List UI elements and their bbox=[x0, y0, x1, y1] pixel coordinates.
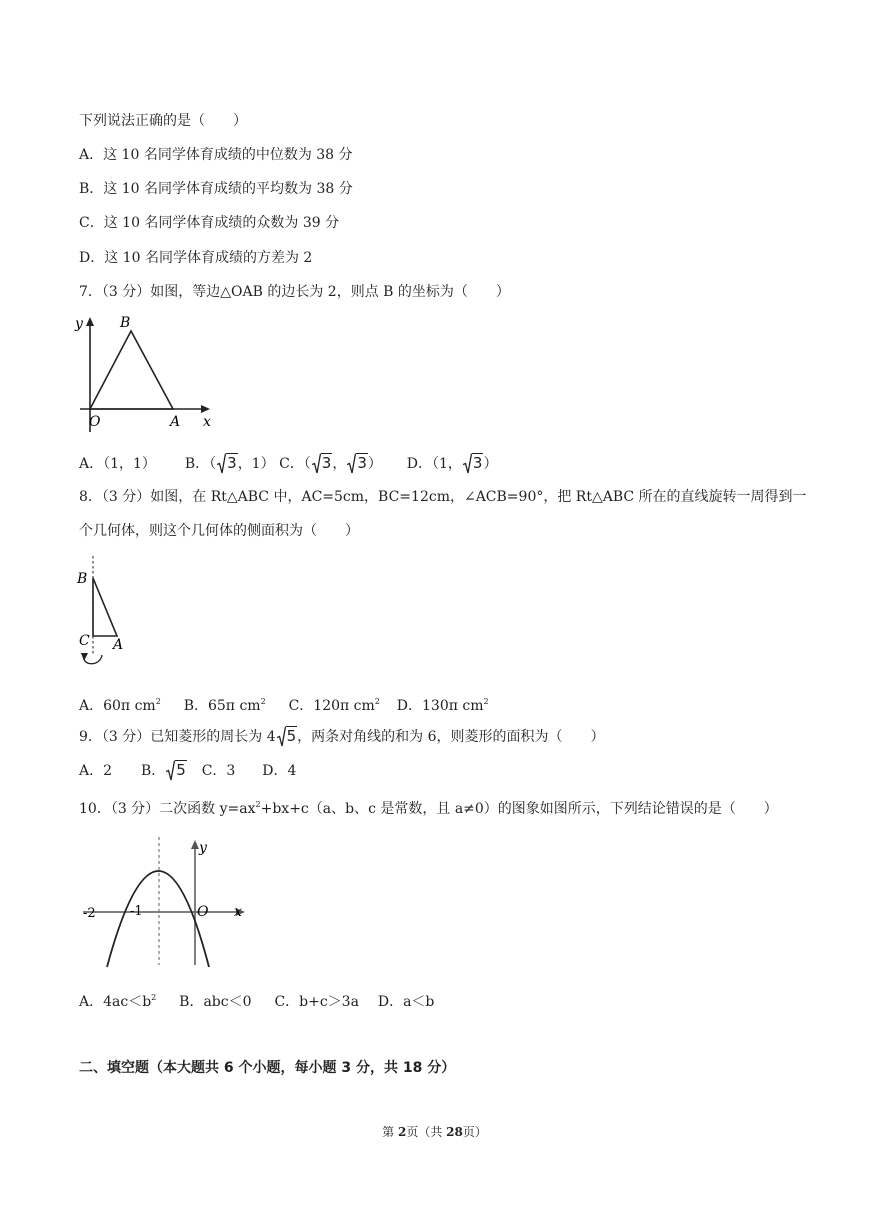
q7-stem: 7．（3 分）如图，等边△OAB 的边长为 2，则点 B 的坐标为（ ） bbox=[79, 284, 510, 300]
q9-option-c: C．3 bbox=[201, 763, 236, 779]
q10-stem-exponent: 2 bbox=[255, 800, 261, 809]
q8-option-d bbox=[397, 692, 489, 716]
q9-stem-radicand: 5 bbox=[286, 727, 297, 745]
q7-label-b: B bbox=[120, 315, 131, 331]
q9-option-b bbox=[141, 760, 187, 781]
q9-option-b-prefix: B． bbox=[140, 763, 166, 779]
q7-option-b-prefix: B．（ bbox=[184, 456, 217, 472]
footer-middle: 页（共 bbox=[406, 1125, 447, 1139]
sqrt-symbol bbox=[312, 453, 333, 474]
sqrt-symbol bbox=[463, 453, 484, 474]
q10-option-d: D．a＜b bbox=[377, 994, 435, 1010]
q7-option-c-radicand-1: 3 bbox=[321, 454, 332, 472]
q9-stem-prefix: 9．（3 分）已知菱形的周长为 4 bbox=[79, 729, 276, 745]
q6-option-a: A．这 10 名同学体育成绩的中位数为 38 分 bbox=[79, 147, 353, 163]
q8-option-b-exponent: 2 bbox=[260, 697, 266, 706]
q7-options bbox=[79, 453, 497, 474]
q8-stem-line2: 个几何体，则这个几何体的侧面积为（ ） bbox=[79, 523, 359, 539]
q8-option-a-exponent: 2 bbox=[155, 697, 161, 706]
q10-option-b: B．abc＜0 bbox=[179, 994, 252, 1010]
q8-triangle-figure bbox=[72, 552, 132, 674]
q7-option-b-radicand: 3 bbox=[227, 454, 237, 472]
sqrt-symbol bbox=[347, 453, 368, 474]
q7-option-c-prefix: C．（ bbox=[279, 456, 311, 472]
q9-stem bbox=[79, 726, 605, 747]
q10-label-minus-1: -1 bbox=[130, 904, 143, 919]
q7-label-y: y bbox=[75, 316, 83, 332]
q10-stem-suffix: +bx+c（a、b、c 是常数，且 a≠0）的图象如图所示，下列结论错误的是（ ） bbox=[260, 801, 778, 817]
q7-option-c bbox=[279, 453, 382, 474]
q10-option-a-text: A．4ac＜b bbox=[79, 994, 152, 1010]
q8-option-b-text: B．65π cm bbox=[183, 698, 261, 714]
q8-label-c: C bbox=[79, 633, 90, 649]
q10-stem bbox=[79, 795, 778, 819]
q8-option-c bbox=[289, 692, 380, 716]
q7-label-x: x bbox=[203, 414, 211, 430]
footer-prefix: 第 bbox=[382, 1125, 398, 1139]
q9-option-d: D．4 bbox=[262, 763, 297, 779]
footer-suffix: 页） bbox=[462, 1125, 487, 1139]
q10-option-a bbox=[79, 988, 156, 1012]
q10-label-o: O bbox=[197, 904, 209, 920]
q10-option-a-exponent: 2 bbox=[151, 993, 157, 1002]
q7-label-o: O bbox=[89, 414, 101, 430]
q7-label-a: A bbox=[170, 414, 181, 430]
q7-option-c-radicand-2: 3 bbox=[357, 454, 367, 472]
q10-parabola-figure bbox=[75, 835, 255, 970]
q7-option-b bbox=[185, 453, 275, 474]
q10-option-c: C．b+c＞3a bbox=[274, 994, 359, 1010]
page-footer bbox=[0, 1123, 869, 1140]
q9-stem-suffix: ，两条对角线的和为 6，则菱形的面积为（ ） bbox=[297, 729, 605, 745]
q10-stem-prefix: 10．（3 分）二次函数 y=ax bbox=[79, 801, 256, 817]
q7-option-d-radicand: 3 bbox=[472, 454, 483, 472]
q7-option-c-separator: ， bbox=[332, 456, 347, 472]
q8-option-d-text: D．130π cm bbox=[396, 698, 484, 714]
q9-option-b-radicand: 5 bbox=[176, 761, 186, 779]
sqrt-symbol bbox=[277, 726, 298, 747]
q7-option-b-suffix: ，1） bbox=[237, 456, 275, 472]
q8-option-d-exponent: 2 bbox=[483, 697, 489, 706]
q8-stem-line1: 8．（3 分）如图，在 Rt△ABC 中，AC=5cm，BC=12cm，∠ACB=90°，把 Rt△ABC 所在的直线旋转一周得到一 bbox=[79, 489, 807, 505]
q8-option-a bbox=[79, 692, 161, 716]
q9-options bbox=[79, 760, 296, 781]
q8-option-c-text: C．120π cm bbox=[288, 698, 375, 714]
q10-label-y: y bbox=[199, 840, 207, 856]
footer-total-pages: 28 bbox=[446, 1125, 463, 1139]
sqrt-symbol bbox=[217, 453, 238, 474]
q7-option-d-suffix: ） bbox=[483, 456, 498, 472]
q7-option-c-suffix: ） bbox=[367, 456, 382, 472]
footer-page-number: 2 bbox=[397, 1125, 407, 1139]
q10-label-minus-2: -2 bbox=[83, 906, 96, 921]
q8-option-c-exponent: 2 bbox=[374, 697, 380, 706]
q8-label-a: A bbox=[113, 637, 124, 653]
q7-triangle-figure bbox=[72, 312, 217, 437]
q8-options bbox=[79, 692, 489, 716]
sqrt-symbol bbox=[166, 760, 187, 781]
q7-option-d-prefix: D．（1， bbox=[406, 456, 462, 472]
q8-option-a-text: A．60π cm bbox=[79, 698, 156, 714]
q7-option-a: A．（1，1） bbox=[79, 456, 156, 472]
q9-option-a: A．2 bbox=[79, 763, 113, 779]
q10-label-x: x bbox=[234, 904, 242, 920]
q6-option-c: C．这 10 名同学体育成绩的众数为 39 分 bbox=[79, 215, 340, 231]
q10-options bbox=[79, 988, 434, 1012]
q6-stem: 下列说法正确的是（ ） bbox=[79, 113, 247, 129]
q8-label-b: B bbox=[77, 571, 88, 587]
q6-option-b: B．这 10 名同学体育成绩的平均数为 38 分 bbox=[79, 181, 353, 197]
q8-option-b bbox=[184, 692, 266, 716]
q6-option-d: D．这 10 名同学体育成绩的方差为 2 bbox=[79, 250, 313, 266]
q7-option-d bbox=[407, 453, 498, 474]
section-heading: 二、填空题（本大题共 6 个小题，每小题 3 分，共 18 分） bbox=[79, 1060, 456, 1076]
